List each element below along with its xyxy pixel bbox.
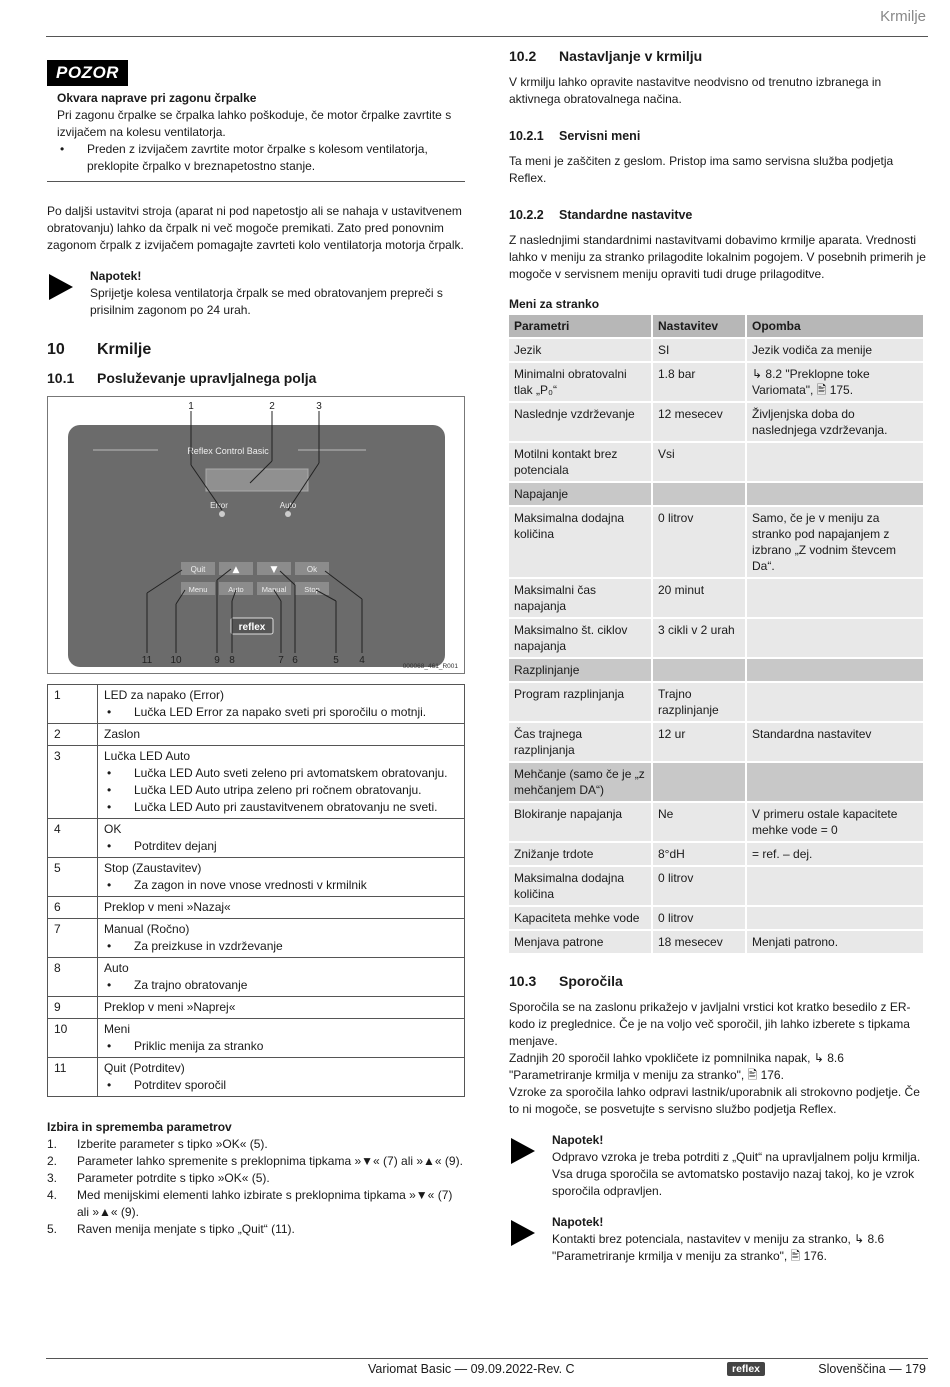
table-cell [653, 659, 745, 681]
table-cell [747, 619, 923, 657]
warning-bullet: • Preden z izvijačem zavrtite motor črpalke s kolesom ventilatorja, preklopite črpalko v breznapetostno stanje. [57, 141, 465, 175]
table-cell: Kapaciteta mehke vode [509, 907, 651, 929]
table-row [509, 867, 923, 905]
svg-text:Manual: Manual [261, 585, 287, 594]
note-title: Napotek! [552, 1215, 604, 1229]
legend-row [48, 685, 465, 724]
table-cell: 20 minut [653, 579, 745, 617]
callout-7: 7 [278, 655, 284, 666]
step-text: Raven menija menjate s tipko „Quit“ (11). [77, 1222, 295, 1236]
callout-4: 4 [359, 655, 365, 666]
subsubsection-title: Servisni meni [559, 129, 641, 143]
legend-number: 4 [48, 819, 98, 858]
step-text: Parameter lahko spremenite s preklopnima tipkama »▼« (7) ali »▲« (9). [77, 1154, 463, 1168]
table-row [509, 907, 923, 929]
table-cell: Ne [653, 803, 745, 841]
table-row [509, 443, 923, 481]
footer-logo: reflex [727, 1362, 765, 1376]
params-change-title: Izbira in sprememba parametrov [47, 1120, 232, 1134]
step-item [47, 1221, 465, 1238]
left-column [47, 60, 465, 1238]
table-cell: 1.8 bar [653, 363, 745, 401]
legend-bullet: • Potrditev dejanj [104, 838, 458, 855]
section-text: Z naslednjimi standardnimi nastavitvami dobavimo krmilje aparata. Vrednosti lahko v meniju za stranko prilagodite lokalnim pogojem. V posebnih primerih je mogoče v servisnem meniju opraviti tudi druge prilagoditve. [509, 233, 926, 281]
legend-description [98, 919, 465, 958]
legend-row [48, 819, 465, 858]
legend-title: Auto [104, 961, 129, 975]
step-item [47, 1187, 465, 1221]
legend-title: Zaslon [104, 727, 141, 741]
intro-paragraph: Po daljši ustavitvi stroja (aparat ni pod napetostjo ali se nahaja v ustavitvenem obratovanju) lahko da črpalk ni več mogoče premikati. Zato pred ponovnim zagonom črpalk z izvijačem pomagajte zavrteti kolo ventilatorja motorja črpalk. [47, 204, 464, 252]
table-section-row [509, 763, 923, 801]
legend-description [98, 724, 465, 746]
legend-table [47, 684, 465, 1097]
table-cell [653, 483, 745, 505]
legend-description [98, 958, 465, 997]
table-cell [747, 683, 923, 721]
table-cell: Znižanje trdote [509, 843, 651, 865]
subsection-title: Nastavljanje v krmilju [559, 48, 703, 64]
table-row [509, 619, 923, 657]
table-cell: Razplinjanje [509, 659, 651, 681]
customer-menu-title: Meni za stranko [509, 297, 600, 311]
warning-badge: POZOR [47, 60, 128, 86]
legend-number: 10 [48, 1019, 98, 1058]
table-section-row [509, 483, 923, 505]
messages-paragraph: Vzroke za sporočila lahko odpravi lastnik/uporabnik ali strokovno podjetje. Če to ni mogoče, se posvetujte s servisno službo podjetja Reflex. [509, 1085, 920, 1116]
note-arrow-icon [511, 1138, 535, 1164]
note-block [509, 1214, 927, 1265]
table-cell: Trajno razplinjanje [653, 683, 745, 721]
column-header: Nastavitev [653, 315, 745, 337]
table-cell: Jezik vodiča za menije [747, 339, 923, 361]
callout-3: 3 [316, 401, 322, 412]
legend-row [48, 724, 465, 746]
legend-bullet: • Lučka LED Error za napako sveti pri sporočilu o motnji. [104, 704, 458, 721]
params-change-steps [47, 1136, 465, 1238]
table-cell: Maksimalni čas napajanja [509, 579, 651, 617]
table-cell: 8°dH [653, 843, 745, 865]
legend-row [48, 997, 465, 1019]
callout-6: 6 [292, 655, 298, 666]
legend-description [98, 746, 465, 819]
legend-row [48, 858, 465, 897]
subsection-number: 10.3 [509, 973, 537, 989]
warning-divider [47, 181, 465, 182]
legend-number: 8 [48, 958, 98, 997]
subsection-title: Sporočila [559, 973, 623, 989]
subsection-heading [509, 973, 927, 989]
legend-number: 2 [48, 724, 98, 746]
table-row [509, 579, 923, 617]
note-title: Napotek! [90, 269, 142, 283]
ok-button [295, 562, 329, 575]
control-panel-diagram [48, 397, 464, 673]
table-cell: Življenjska doba do naslednjega vzdrževanja. [747, 403, 923, 441]
quit-button [181, 562, 215, 575]
up-button [219, 562, 253, 575]
figure-code: 000068_461_R001 [402, 663, 458, 670]
table-cell: 0 litrov [653, 507, 745, 577]
manual-button [257, 582, 291, 595]
messages-paragraph: Zadnjih 20 sporočil lahko vpokličete iz pomnilnika napak, ↳ 8.6 "Parametriranje krmilja v meniju za stranko", 🖹 176. [509, 1051, 844, 1082]
svg-text:reflex: reflex [238, 622, 266, 633]
table-cell: 0 litrov [653, 907, 745, 929]
step-number: 3. [47, 1171, 58, 1185]
table-cell: 3 cikli v 2 urah [653, 619, 745, 657]
legend-bullet: • Potrditev sporočil [104, 1077, 458, 1094]
table-cell [747, 763, 923, 801]
legend-row [48, 897, 465, 919]
table-cell: Maksimalna dodajna količina [509, 867, 651, 905]
table-cell: 18 mesecev [653, 931, 745, 953]
table-cell: Maksimalna dodajna količina [509, 507, 651, 577]
legend-title: Quit (Potrditev) [104, 1061, 185, 1075]
legend-title: Lučka LED Auto [104, 749, 191, 763]
table-cell: Menjava patrone [509, 931, 651, 953]
footer-divider [46, 1358, 928, 1359]
legend-bullet: • Za preizkuse in vzdrževanje [104, 938, 458, 955]
svg-text:Auto: Auto [228, 585, 244, 594]
control-panel-figure [47, 396, 465, 674]
note-text: Kontakti brez potenciala, nastavitev v meniju za stranko, ↳ 8.6 "Parametriranje krmilja v meniju za stranko", 🖹 176. [552, 1232, 885, 1263]
auto-led [285, 511, 291, 517]
menu-button [181, 582, 215, 595]
callout-8: 8 [229, 655, 235, 666]
section-number: 10 [47, 341, 65, 358]
step-number: 4. [47, 1188, 58, 1202]
step-number: 1. [47, 1137, 58, 1151]
step-number: 2. [47, 1154, 58, 1168]
callout-1: 1 [188, 401, 194, 412]
table-cell: Mehčanje (samo če je „z mehčanjem DA“) [509, 763, 651, 801]
legend-number: 7 [48, 919, 98, 958]
table-cell: Čas trajnega razplinjanja [509, 723, 651, 761]
svg-text:▼: ▼ [270, 565, 278, 575]
table-cell: Napajanje [509, 483, 651, 505]
subsection-number: 10.2 [509, 48, 537, 64]
table-cell: Maksimalno št. ciklov napajanja [509, 619, 651, 657]
table-cell: Vsi [653, 443, 745, 481]
error-led [219, 511, 225, 517]
table-cell [747, 483, 923, 505]
note-title: Napotek! [552, 1133, 604, 1147]
subsection-heading [47, 370, 465, 386]
legend-title: Preklop v meni »Naprej« [104, 1000, 236, 1014]
table-cell: 12 mesecev [653, 403, 745, 441]
error-led-label: Error [210, 501, 228, 510]
subsubsection-title: Standardne nastavitve [559, 208, 693, 222]
table-cell: Jezik [509, 339, 651, 361]
legend-title: OK [104, 822, 122, 836]
table-section-row [509, 659, 923, 681]
note-block [509, 1132, 927, 1200]
legend-number: 1 [48, 685, 98, 724]
table-cell: SI [653, 339, 745, 361]
callout-9: 9 [214, 655, 220, 666]
svg-text:Menu: Menu [188, 585, 208, 594]
table-row [509, 339, 923, 361]
legend-bullet: • Za zagon in nove vnose vrednosti v krmilnik [104, 877, 458, 894]
callout-11: 11 [141, 655, 153, 666]
messages-paragraph: Sporočila se na zaslonu prikažejo v javljalni vrstici kot kratko besedilo z ER-kodo iz preglednice. Če je na voljo več sporočil, jih lahko izberete s tipkama menjave. [509, 1000, 911, 1048]
step-number: 5. [47, 1222, 58, 1236]
table-cell [747, 579, 923, 617]
down-button [257, 562, 291, 575]
legend-title: Stop (Zaustavitev) [104, 861, 202, 875]
subsection-title: Posluževanje upravljalnega polja [97, 370, 317, 386]
subsubsection-heading [509, 129, 927, 143]
legend-description [98, 819, 465, 858]
warning-text: Pri zagonu črpalke se črpalka lahko poškoduje, če motor črpalke zavrtite s izvijačem na kolesu ventilatorja. [57, 108, 452, 139]
table-cell [747, 659, 923, 681]
table-row [509, 723, 923, 761]
legend-number: 6 [48, 897, 98, 919]
customer-menu-table [507, 313, 925, 955]
legend-row [48, 958, 465, 997]
legend-description [98, 1019, 465, 1058]
table-cell: Menjati patrono. [747, 931, 923, 953]
legend-number: 9 [48, 997, 98, 1019]
legend-bullet: • Lučka LED Auto sveti zeleno pri avtomatskem obratovanju. [104, 765, 458, 782]
table-cell [653, 763, 745, 801]
legend-description [98, 858, 465, 897]
table-row [509, 507, 923, 577]
legend-title: Preklop v meni »Nazaj« [104, 900, 231, 914]
section-heading [47, 341, 465, 359]
note-text: Sprijetje kolesa ventilatorja črpalk se med obratovanjem prepreči s prisilnim zagonom po 24 urah. [90, 286, 443, 317]
table-cell: Minimalni obratovalni tlak „P₀“ [509, 363, 651, 401]
panel-label: Reflex Control Basic [187, 446, 269, 456]
table-row [509, 931, 923, 953]
subsubsection-heading [509, 208, 927, 222]
legend-bullet: • Za trajno obratovanje [104, 977, 458, 994]
legend-description [98, 685, 465, 724]
legend-description [98, 997, 465, 1019]
auto-led-label: Auto [279, 501, 297, 510]
subsubsection-number: 10.2.1 [509, 129, 544, 143]
table-cell: Standardna nastavitev [747, 723, 923, 761]
legend-title: LED za napako (Error) [104, 688, 225, 702]
svg-text:Stop: Stop [304, 585, 320, 594]
footer-doc-info: Variomat Basic — 09.09.2022-Rev. C [368, 1362, 575, 1376]
legend-number: 11 [48, 1058, 98, 1097]
note-text: Odpravo vzroka je treba potrditi z „Quit“ na upravljalnem polju krmilja. Vsa druga sporočila se avtomatsko postavijo nazaj takoj, ko je vzrok sporočila odpravljen. [552, 1150, 921, 1198]
legend-row [48, 919, 465, 958]
column-header: Opomba [747, 315, 923, 337]
callout-2: 2 [269, 401, 275, 412]
legend-bullet: • Lučka LED Auto utripa zeleno pri ročnem obratovanju. [104, 782, 458, 799]
step-item [47, 1170, 465, 1187]
note-arrow-icon [49, 274, 73, 300]
section-text: V krmilju lahko opravite nastavitve neodvisno od trenutno izbranega in aktivnega obratovalnega načina. [509, 75, 882, 106]
legend-number: 5 [48, 858, 98, 897]
subsubsection-number: 10.2.2 [509, 208, 544, 222]
step-item [47, 1153, 465, 1170]
table-cell [747, 867, 923, 905]
legend-bullet: • Lučka LED Auto pri zaustavitvenem obratovanju ne sveti. [104, 799, 458, 816]
header-divider [46, 36, 928, 37]
step-text: Izberite parameter s tipko »OK« (5). [77, 1137, 268, 1151]
legend-bullet: • Priklic menija za stranko [104, 1038, 458, 1055]
legend-title: Meni [104, 1022, 131, 1036]
section-title: Krmilje [97, 341, 152, 358]
table-row [509, 363, 923, 401]
reflex-logo [231, 618, 273, 634]
column-header: Parametri [509, 315, 651, 337]
table-cell [747, 443, 923, 481]
subsection-heading [509, 48, 927, 64]
callout-10: 10 [170, 655, 182, 666]
svg-text:▲: ▲ [232, 565, 240, 575]
legend-description [98, 897, 465, 919]
warning-block [47, 60, 465, 182]
table-cell: V primeru ostale kapacitete mehke vode = 0 [747, 803, 923, 841]
table-cell: 0 litrov [653, 867, 745, 905]
table-cell: ↳ 8.2 "Preklopne toke Variomata", 🖹 175. [747, 363, 923, 401]
footer-page-info: Slovenščina — 179 [818, 1362, 926, 1376]
table-row [509, 843, 923, 865]
table-row [509, 803, 923, 841]
table-cell: Blokiranje napajanja [509, 803, 651, 841]
legend-row [48, 1019, 465, 1058]
warning-title: Okvara naprave pri zagonu črpalke [57, 91, 257, 105]
table-cell: Naslednje vzdrževanje [509, 403, 651, 441]
table-cell: Samo, če je v meniju za stranko pod napajanjem z izbrano „Z vodnim števcem Da“. [747, 507, 923, 577]
svg-text:Quit: Quit [190, 565, 206, 574]
legend-title: Manual (Ročno) [104, 922, 190, 936]
legend-description [98, 1058, 465, 1097]
legend-row [48, 746, 465, 819]
table-cell: Motilni kontakt brez potenciala [509, 443, 651, 481]
table-cell: Program razplinjanja [509, 683, 651, 721]
legend-row [48, 1058, 465, 1097]
step-item [47, 1136, 465, 1153]
table-cell [747, 907, 923, 929]
svg-text:Ok: Ok [306, 565, 318, 574]
legend-number: 3 [48, 746, 98, 819]
section-text: Ta meni je zaščiten z geslom. Pristop ima samo servisna služba podjetja Reflex. [509, 154, 894, 185]
step-text: Parameter potrdite s tipko »OK« (5). [77, 1171, 270, 1185]
subsection-number: 10.1 [47, 370, 75, 386]
page-header-title: Krmilje [880, 8, 926, 25]
table-cell: = ref. – dej. [747, 843, 923, 865]
display-screen [206, 469, 308, 491]
auto-button [219, 582, 253, 595]
table-cell: 12 ur [653, 723, 745, 761]
note-block [47, 268, 465, 319]
step-text: Med menijskimi elementi lahko izbirate s preklopnima tipkama »▼« (7) ali »▲« (9). [77, 1188, 453, 1219]
table-row [509, 683, 923, 721]
callout-5: 5 [333, 655, 339, 666]
note-arrow-icon [511, 1220, 535, 1246]
right-column [509, 48, 927, 1265]
params-change-block [47, 1119, 465, 1238]
table-row [509, 403, 923, 441]
stop-button [295, 582, 329, 595]
